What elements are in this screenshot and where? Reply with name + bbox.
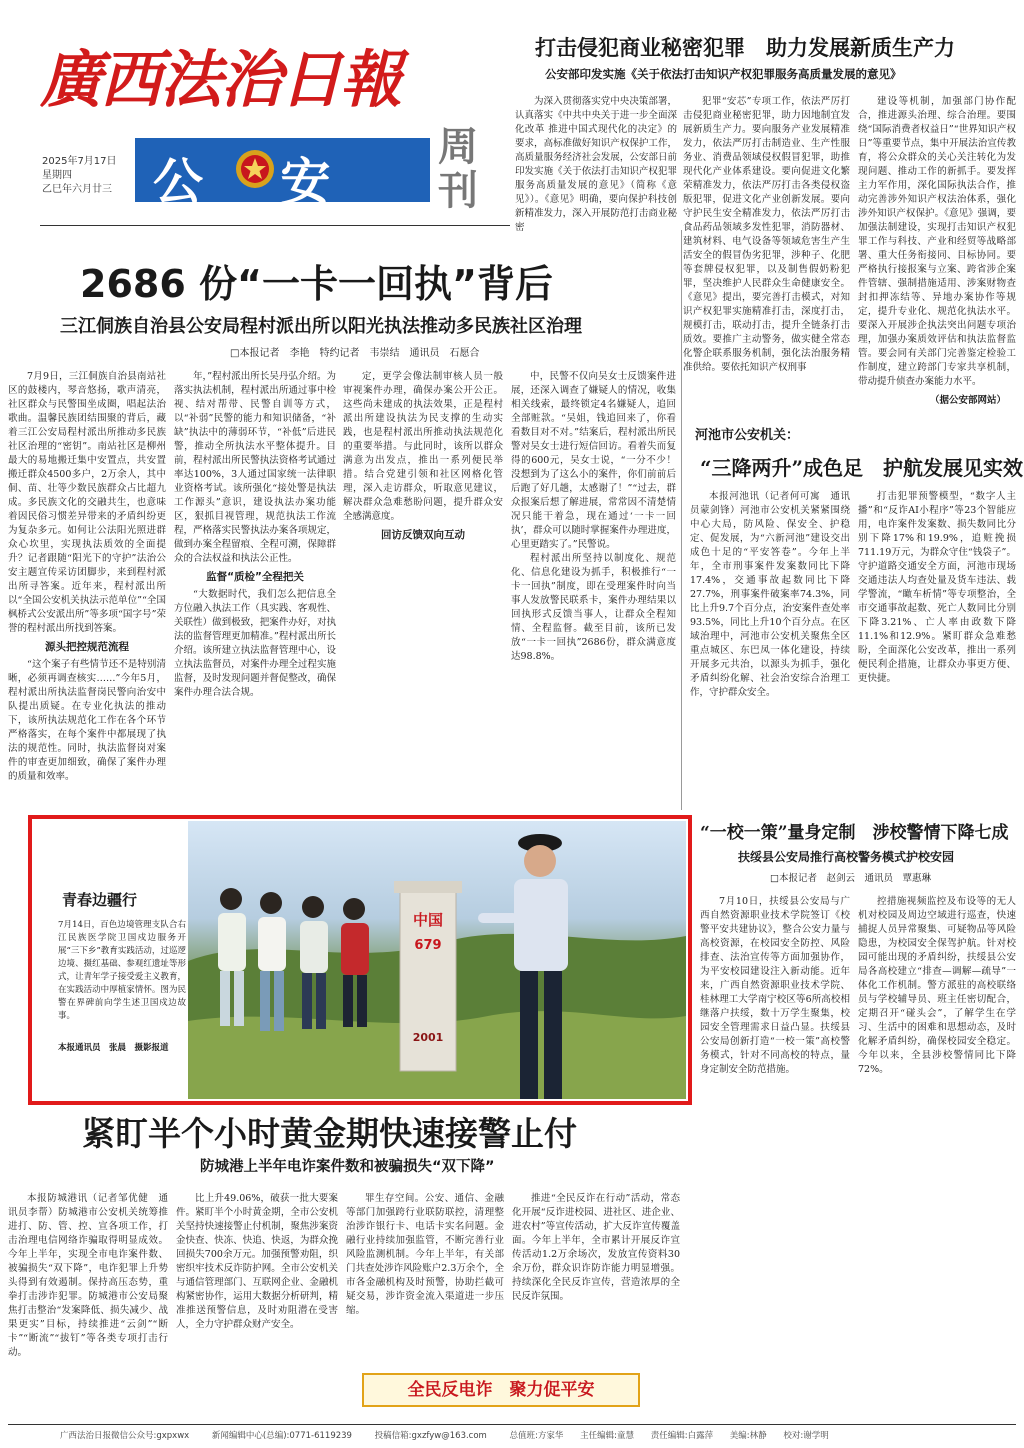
lead-col4b-text: 程村派出所坚持以制度化、规范化、信息化建设为抓手，积极推行“一卡一回执”制度，即在受理案件时向当事人发放警民联系卡，案件办理结果以回执形式反馈当事人，让群众全程知情、全程监督。截至目前，该所已发放“一卡一回执”2686份，群众满意度达98.8%。 <box>511 553 676 662</box>
photo-caption: 7月14日，百色边境管理支队合右江民族医学院卫国戍边服务开展“三下乡”教育实践活动，过巡逻边境、摄红基础、参观红遗址等形式，让青年学子接受爱主义教育，在实践活动中厚植家情怀。图为民警在界碑前向学生述卫国戍边故事。 <box>58 920 186 1021</box>
bottom-col2: 比上升49.06%，破获一批大要案件。紧盯半个小时黄金期，全市公安机关坚持快速接警止付机制，聚焦涉案资金快查、快冻、快追、快返，为群众挽回损失700余万元。加强预警劝阻，织密织牢技术反诈防护网。全市公安机关与通信管理部门、互联网企业、金融机构紧密协作，运用大数据分析研判，精准推送预警信息，及时劝阻潜在受害人，全力守护群众财产安全。 <box>176 1193 338 1330</box>
lead-col1b-text: “这个案子有些情节还不是特别清晰，必须再调查核实……”今年5月，程村派出所执法监督岗民警向治安中队提出质疑。在专业化执法的推动下，该所执法规范化工作在各个环节严格落实，在每个案件中都展现了执法的规范性。同时，执法监督岗对案件的审查更加细致，确保了案件办理的质量和效率。 <box>8 659 166 782</box>
top-story-credit: （据公安部网站） <box>930 395 1007 406</box>
footer-email: 投稿信箱:gxzfyw@163.com <box>374 1431 487 1441</box>
bottom-subhead: 防城港上半年电诈案件数和被骗损失“双下降” <box>200 1159 495 1175</box>
slogan-text: 全民反电诈 聚力促平安 <box>407 1380 595 1400</box>
school-byline: □本报记者 赵剑云 通讯员 覃惠琳 <box>770 873 931 884</box>
lead-col2 <box>174 370 336 805</box>
lead-subheading-2: 监督“质检”全程把关 <box>206 571 304 583</box>
lead-col1-text: 7月9日，三江侗族自治县南站社区的鼓楼内，琴音悠扬，歌声清亮，社区群众与民警围坐成圈，唱起法治歌曲。温馨民族团结围聚的背后，藏着三江公安局程村派出所推动多民族社区治理的“密钥”。南站社区是柳州最大的易地搬迁集中安置点，共安置搬迁群众4500多户，2万余人，其中侗、苗、壮等少数民族群众占比超九成。多民族文化的交融共生，也意味着因民俗习惯差异带来的矛盾纠纷更为复杂多元。如何让公法阳光照进群众心坎里，实现执法质效的全面提升？记者跟随“阳光下的守护”法治公安主题宣传采访团脚步，来到程村派出所寻答案。近年来，程村派出所以“全国公安机关执法示范单位”“全国枫桥式公安派出所”等多项“国字号”荣誉的程村派出所找到答案。 <box>8 371 166 634</box>
marker-country-text: 中国 <box>412 911 444 929</box>
top-story-col1: 为深入贯彻落实党中央决策部署，认真落实《中共中央关于进一步全面深化改革 推进中国式现代化的决定》的要求，高标准做好知识产权保护工作，高质量服务经济社会发展，公安部日前印发实施《关于依法打击知识产权犯罪服务高质量发展的意见》（简称《意见》）。《意见》明确，要向保护科技创新精准发力，深入开展防范打击商业秘密 <box>515 96 677 233</box>
top-story-headline: 打击侵犯商业秘密犯罪 助力发展新质生产力 <box>535 35 955 60</box>
lead-byline: □本报记者 李艳 特约记者 韦崇结 通讯员 石愿合 <box>230 348 480 359</box>
boundary-marker <box>394 881 462 1071</box>
marker-number-text: 679 <box>414 938 442 953</box>
footer-responsible-editor: 责任编辑:白露萍 <box>650 1431 714 1441</box>
bottom-col3: 罪生存空间。公安、通信、金融等部门加强跨行业联防联控，清理整治涉诈银行卡、电话卡实名问题。金融行业持续加强监管，不断完善行业风险监测机制。今年上半年，有关部门共查处涉诈风险账户2.3万余个，全市各金融机构及时预警，协助拦截可疑交易，涉诈资金流入渠道进一步压缩。 <box>346 1193 504 1316</box>
top-story-subhead: 公安部印发实施《关于依法打击知识产权犯罪服务高质量发展的意见》 <box>545 67 902 81</box>
footer-hotline: 新闻编辑中心(总编):0771-6119239 <box>211 1431 352 1441</box>
marker-year-text: 2001 <box>412 1031 444 1044</box>
divider-top <box>40 225 510 226</box>
paper-name-logo: 廣西法治日報 <box>40 43 401 116</box>
school-headline: “一校一策”量身定制 涉校警情下降七成 <box>700 823 1009 843</box>
border-marker-photo <box>188 821 686 1099</box>
weekly-label: 周刊 <box>438 123 478 214</box>
column-rule <box>681 230 682 810</box>
lunar-date-text: 乙巳年六月廿三 <box>42 184 112 195</box>
lead-col4-text: 中，民警不仅向吴女士反馈案件进展，还深入调查了嫌疑人的情况，收集相关线索，最终锁定4名嫌疑人，追回全部赃款。“吴姐，钱追回来了，你看看数目对不对。”结案后，程村派出所民警对吴女士进行短信回访。看着失而复得的600元，吴女士说，“一分不少！没想到为了这么小的案件，你们前前后后跑了好几趟，太感谢了！”“过去，群众报案后想了解进展，常常因不清楚情况只能干着急，现在通过‘一卡一回执’，群众可以随时掌握案件办理进度，心里更踏实了。”民警说。 <box>511 371 676 550</box>
lead-headline: 2686 份“一卡一回执”背后 <box>80 262 553 306</box>
lead-subheading-3: 回访反馈双向互动 <box>381 529 465 541</box>
bottom-col1: 本报防城港讯（记者邹优健 通讯员李帮）防城港市公安机关统筹推进打、防、管、控、宣各项工作，打击治理电信网络诈骗取得明显成效。今年上半年，实现全市电诈案件数、被骗损失“双下降”，电诈犯罪上升势头得到有效遏制。保持高压态势，重拳打击涉诈犯罪。防城港市公安局聚焦打击整治“发案降低、损失减少、战果更实”目标，持续推进“云剑”“断卡”“断流”“拔钉”等各类专项打击行动。 <box>8 1193 168 1358</box>
school-subhead: 扶绥县公安局推行高校警务模式护校安园 <box>738 850 955 864</box>
hechi-col1: 本报河池讯（记者何可寓 通讯员蒙剑锋）河池市公安机关紧紧围绕中心大局，防风险、保安全、护稳定、促发展，为“六新河池”建设交出成色十足的“平安答卷”。今年上半年，全市刑事案件发案数同比下降17.4%，交通事故起数同比下降27.7%，刑事案件破案率74.3%，同比上升9.7个百分点，治安案件查处率93.5%，同比上升10个百分点。在区域治理中，河池市公安机关聚焦全区重点城区、东巴凤一体化建设，持续开展多元共治，以源头为抓手，强化矛盾纠纷化解、社会治安综合治理工作，守护群众安全。 <box>690 491 850 698</box>
date-block <box>42 155 117 197</box>
hechi-col2: 打击犯罪预警模型，“数字人主播”和“反诈AI小程序”等23个智能应用，电诈案件发案数、损失数同比分别下降17%和19.9%，追赃挽损711.19万元，为群众守住“钱袋子”。守护道路交通安全方面，河池市现场交通违法人均查处量及货车违法、载学警流，“瞰车析情”等专项整治，全市交通事故起数、死亡人数同比分别下降3.21%、亡人率由政数下降11.1%和12.9%。紧盯群众急难愁盼，全面深化公安改革，推出一系列便民利企措施，让群众办事更方便、更快捷。 <box>858 491 1016 684</box>
masthead <box>40 30 510 220</box>
photo-credit: 本报通讯员 张晨 摄影报道 <box>58 1043 169 1053</box>
footer-duty-editor: 总值班:方家华 <box>509 1431 564 1441</box>
bottom-col4: 推进“全民反诈在行动”活动，常态化开展“反诈进校园、进社区、进企业、进农村”等宣传活动，扩大反诈宣传覆盖面。今年上半年，全市累计开展反诈宣传活动1.2万余场次，发放宣传资料30余万份，群众识诈防诈能力明显增强。持续深化全民反诈宣传，营造浓厚的全民反诈氛围。 <box>512 1193 680 1302</box>
section-banner <box>135 138 430 211</box>
lead-col4 <box>511 370 676 805</box>
footer-wechat: 广西法治日报微信公众号:gxpxwx <box>60 1431 190 1441</box>
lead-subheading-1: 源头把控规范流程 <box>45 641 129 653</box>
lead-col3 <box>343 370 503 805</box>
slogan-banner <box>362 1373 640 1407</box>
lead-col3-text: 定，更学会像法制审核人员一般审视案件办理，确保办案公开公正。这些尚未建成的执法效果，正是程村派出所建设执法为民支撑的生动实践，也是程村派出所推动执法规范化的重要举措。与此同时，该所以群众满意为出发点，推出一系列便民举措。结合党建引领和社区网格化管理，深入走访群众，听取意见建议，解决群众急难愁盼问题，提升群众安全感满意度。 <box>343 371 503 522</box>
lead-col1 <box>8 370 166 805</box>
footer-chief-editor: 主任编辑:童慧 <box>580 1431 634 1441</box>
section-title: 公 安 <box>153 153 361 211</box>
footer-rule <box>8 1424 1016 1425</box>
top-story-col2: 犯罪“安芯”专项工作，依法严厉打击侵犯商业秘密犯罪，助力因地制宜发展新质生产力。要向服务产业发展精准发力，依法严厉打击制造业、生产性服务业、消费品领域侵权假冒犯罪，助推现代化产业体系建设。要向促进文化繁荣精准发力，依法严厉打击各类侵权盗版犯罪，促进文化产业创新发展。要向守护民生安全精准发力，依法严厉打击食品药品领域多发性犯罪，消防器材、建筑材料、电气设备等领域危害生产生活安全的假冒伪劣犯罪，涉种子、化肥等套牌侵权犯罪，以及制售假奶粉犯罪，坚决维护人民群众生命健康安全。《意见》提出，要完善打击模式，对知识产权犯罪实施精准打击，深度打击，规模打击，联动打击，提升全链条打击质效。要推广主动警务，做实健全常态化警企联系服务机制，强化法治服务精准供给。要依托知识产权刑事 <box>683 96 850 373</box>
footer <box>60 1429 1020 1441</box>
lead-col2-text: 年，”程村派出所长吴丹弘介绍。为落实执法机制，程村派出所通过事中检视、结对帮带、民警自训等方式，以“补弱”民警的能力和知识储备，“补缺”执法中的薄弱环节，“补低”后进民警，推动全所执法水平整体提升。目前，程村派出所民警执法资格考试通过率达100%，3人通过国家统一法律职业资格考试。该所强化“接处警是执法工作源头”意识，建设执法办案功能区，狠抓目视管理，规范执法工作流程，严格落实民警执法办案各项规定，做到办案全程留痕、全程可溯，保障群众的合法权益和执法公正性。 <box>174 371 336 564</box>
hechi-kicker: 河池市公安机关： <box>695 428 800 443</box>
photo-feature-frame <box>28 815 692 1105</box>
school-col2: 控措施视频监控及布设等的无人机对校园及周边空域进行巡查，快速捕捉人员异常聚集、可疑物品等风险隐患，为校园安全保驾护航。针对校园可能出现的矛盾纠纷，扶绥县公安局各高校建立“排查—调解—疏导”一体化工作机制。警方派驻的高校联络员与学校辅导员、班主任密切配合，定期召开“碰头会”，了解学生在学习、生活中的困难和思想动态，及时化解矛盾纠纷，确保校园安全稳定。今年以来，全县涉校警情同比下降72%。 <box>858 896 1016 1075</box>
top-story-col3: 建设等机制，加强部门协作配合，推进源头治理、综合治理。要围绕“国际消费者权益日”“世界知识产权日”等重要节点，集中开展法治宣传教育，将公众群众的关心关注转化为发现问题、推动工作的新抓手。要发挥主力军作用，深化国际执法合作，推动完善涉外知识产权法治体系，强化涉外知识产权保护。《意见》强调，要加强法制建设，实现打击知识产权犯罪工作与科技、产业和经贸等战略部署、重大任务衔接同、目标协同。要严格执行接报案与立案、跨省涉企案件管辖、强制措施适用、涉案财物查封扣押冻结等、异地办案协作等规定，提升专业化、规范化执法水平。要深入开展涉企执法突出问题专项治理，加强办案质效评估和执法监督监管。要会同有关部门完善鉴定检验工作制度，建立跨部门专家共享机制，带动提升侦查办案能力水平。 <box>858 96 1016 387</box>
date-text: 2025年7月17日 <box>42 156 117 167</box>
school-col1: 7月10日，扶绥县公安局与广西自然资源职业技术学院签订《校警平安共建协议》，整合公安力量与高校资源，在校园安全防控、风险排查、法治宣传等方面加强协作，为平安校园建设注入新动能。近年来，广西自然资源职业技术学院、桂林理工大学南宁校区等6所高校相继落户扶绥，数十万学生聚集，校园安全管理需求日益凸显。扶绥县公安局创新打造“一校一策”高校警务模式，针对不同高校的特点，量身定制安全防范措施。 <box>700 896 850 1075</box>
lead-subhead: 三江侗族自治县公安局程村派出所以阳光执法推动多民族社区治理 <box>60 316 582 337</box>
footer-proofreader: 校对:谢学明 <box>783 1431 829 1441</box>
lead-col2b-text: “大数据时代，我们怎么把信息全方位融入执法工作（具实践、客观性、关联性）做到极致，把案件办好，对执法的监督管理更加精准。”程村派出所长介绍。该所建立执法监督管理中心，设立执法监督员，对案件办理全过程实施监督，及时发现问题并督促整改，确保案件办理合法合规。 <box>174 589 336 698</box>
photo-scene <box>188 821 686 1099</box>
hechi-headline: “三降两升”成色足 护航发展见实效 <box>700 456 1024 480</box>
footer-art-editor: 美编:林静 <box>729 1431 767 1441</box>
weekday-text: 星期四 <box>42 170 72 181</box>
photo-title: 青春边疆行 <box>62 891 138 909</box>
bottom-headline: 紧盯半个小时黄金期快速接警止付 <box>82 1114 577 1153</box>
